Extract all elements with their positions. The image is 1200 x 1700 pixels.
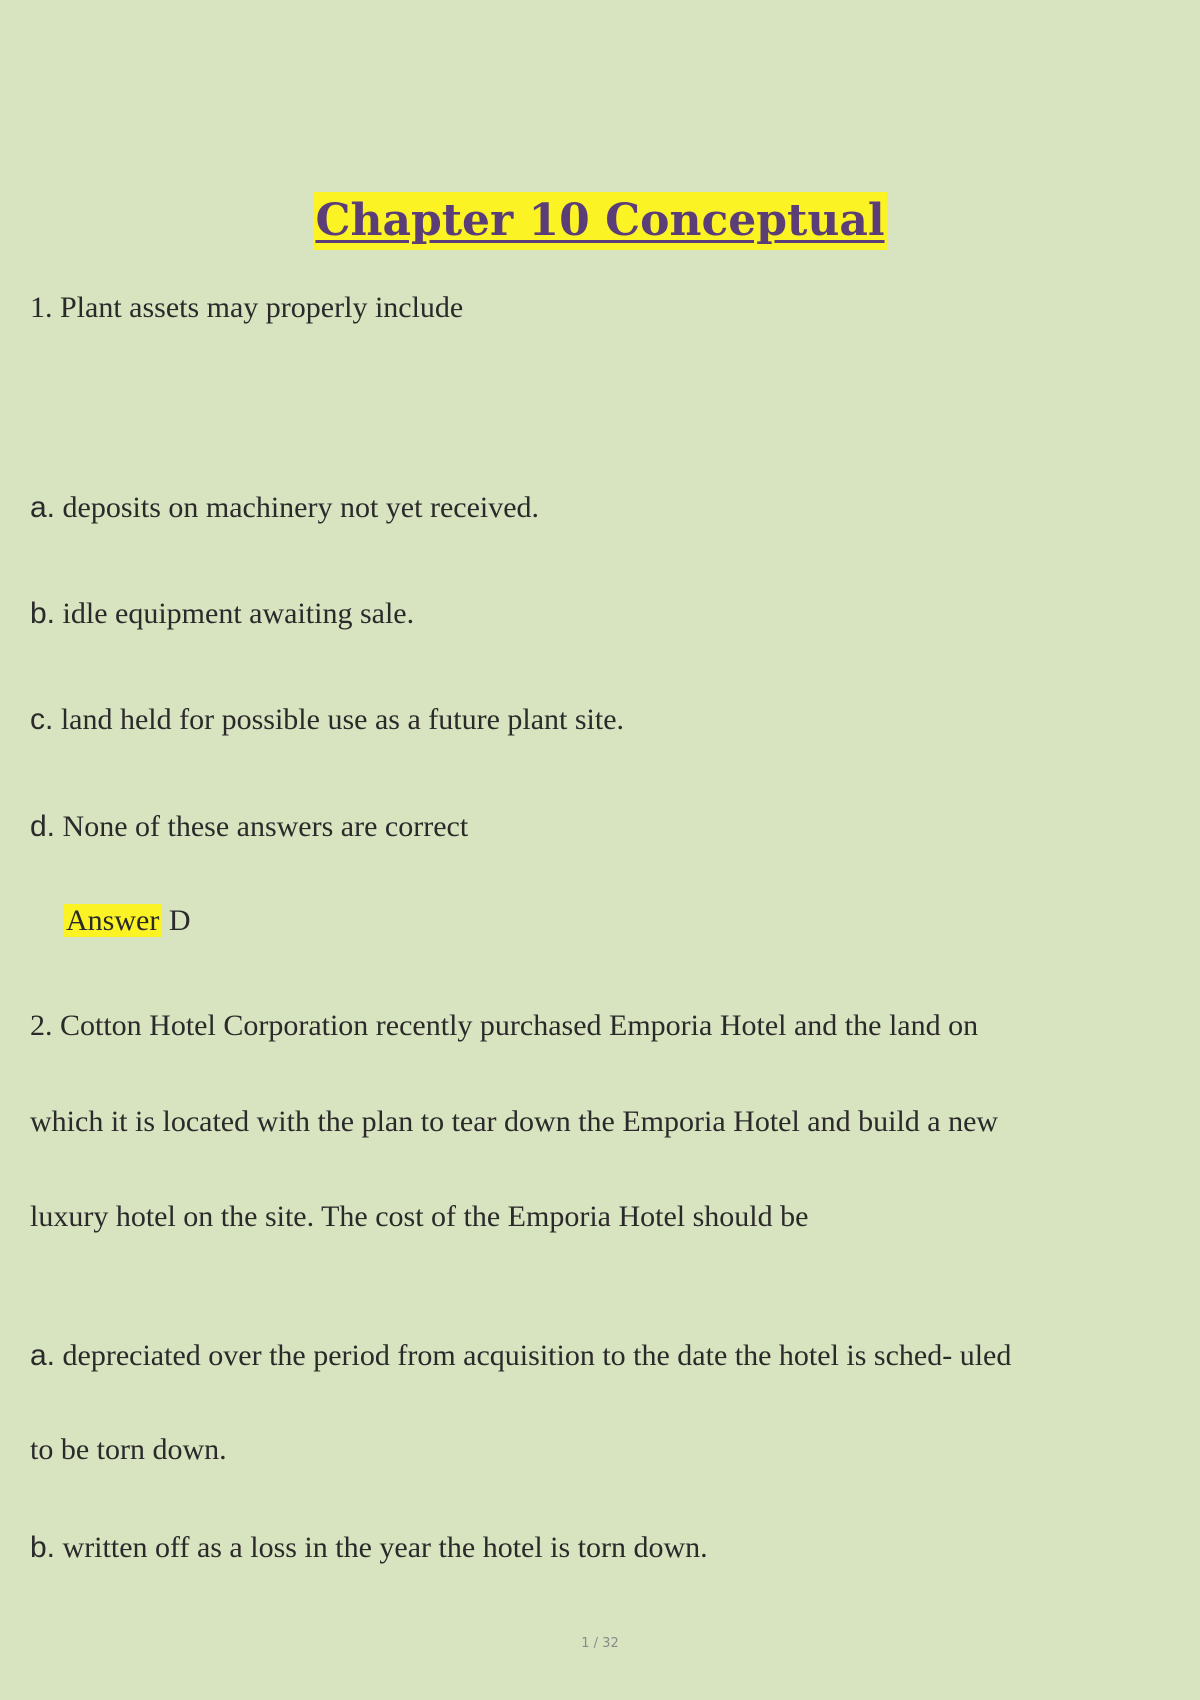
option-text: land held for possible use as a future plant site. xyxy=(53,703,625,736)
question-2-option-b xyxy=(30,1528,708,1568)
question-1-option-b xyxy=(30,594,414,634)
question-2-stem-line-2: which it is located with the plan to tear down the Emporia Hotel and build a new xyxy=(30,1105,999,1138)
question-2-stem-line-3: luxury hotel on the site. The cost of the Emporia Hotel should be xyxy=(30,1200,809,1233)
option-letter: a. xyxy=(30,491,56,524)
option-letter: a. xyxy=(30,1339,56,1372)
page-title: Chapter 10 Conceptual xyxy=(313,192,886,250)
option-text: idle equipment awaiting sale. xyxy=(55,597,415,630)
question-1-option-d xyxy=(30,807,468,847)
option-text: None of these answers are correct xyxy=(55,810,469,843)
option-text: depreciated over the period from acquisition to the date the hotel is sched- uled xyxy=(55,1339,1012,1372)
answer-value: D xyxy=(161,904,191,937)
answer-label: Answer xyxy=(66,904,160,937)
option-letter: b. xyxy=(30,597,56,630)
question-2-option-a-continuation: to be torn down. xyxy=(30,1433,227,1466)
option-letter: c. xyxy=(30,703,54,736)
question-2-option-a xyxy=(30,1336,1011,1376)
option-letter: b. xyxy=(30,1531,56,1564)
question-1-answer xyxy=(64,901,190,941)
option-text: deposits on machinery not yet received. xyxy=(55,491,540,524)
title-container xyxy=(0,192,1200,250)
option-letter: d. xyxy=(30,810,56,843)
question-2-stem-line-1: 2. Cotton Hotel Corporation recently purchased Emporia Hotel and the land on xyxy=(30,1009,979,1042)
question-1-option-a xyxy=(30,488,539,528)
page-number: 1 / 32 xyxy=(581,1636,619,1651)
question-1-option-c xyxy=(30,700,624,740)
question-1-stem: 1. Plant assets may properly include xyxy=(30,291,464,324)
option-text: written off as a loss in the year the hotel is torn down. xyxy=(55,1531,708,1564)
